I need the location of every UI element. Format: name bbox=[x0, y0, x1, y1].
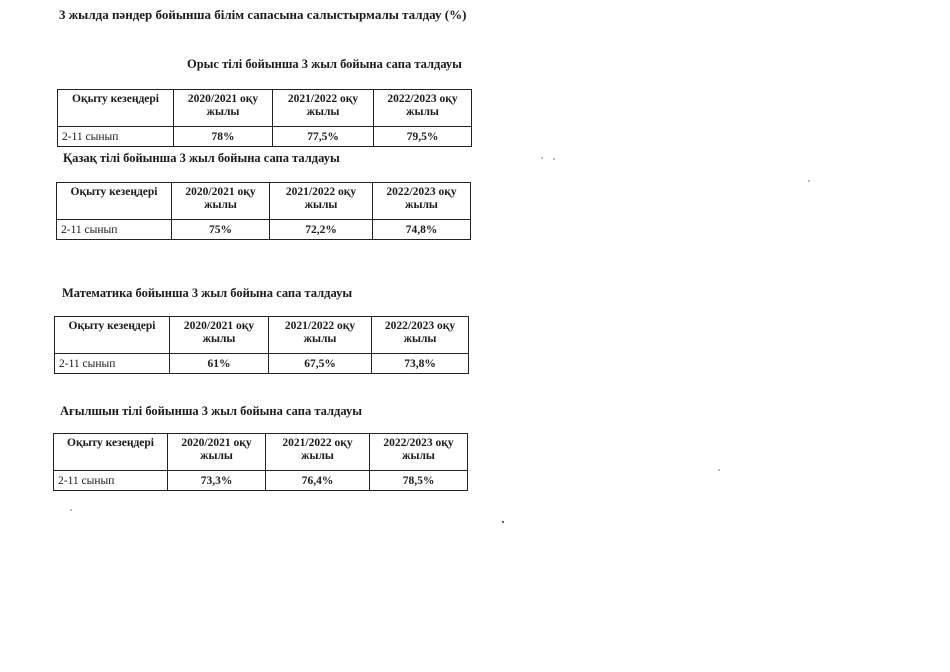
document-title: 3 жылда пәндер бойынша білім сапасына салыстырмалы талдау (%) bbox=[59, 7, 467, 22]
table-header-row bbox=[54, 434, 468, 471]
header-year-2022-2023: 2022/2023 оқу жылы bbox=[370, 434, 468, 471]
scan-speck bbox=[808, 180, 810, 182]
scan-speck bbox=[541, 157, 543, 159]
header-stage: Оқыту кезеңдері bbox=[58, 90, 174, 127]
header-year-2021-2022: 2021/2022 оқу жылы bbox=[273, 90, 374, 127]
header-year-2020-2021: 2020/2021 оқу жылы bbox=[174, 90, 273, 127]
value-2022-2023: 78,5% bbox=[370, 471, 468, 491]
header-year-2020-2021: 2020/2021 оқу жылы bbox=[170, 317, 269, 354]
table-header-row bbox=[55, 317, 469, 354]
table-math bbox=[54, 316, 469, 374]
section-title-english: Ағылшын тілі бойынша 3 жыл бойына сапа талдауы bbox=[60, 404, 362, 418]
row-label: 2-11 сынып bbox=[55, 354, 170, 374]
value-2020-2021: 61% bbox=[170, 354, 269, 374]
header-year-2021-2022: 2021/2022 оқу жылы bbox=[269, 317, 372, 354]
scan-speck bbox=[70, 509, 72, 511]
table-header-row bbox=[57, 183, 471, 220]
header-year-2022-2023: 2022/2023 оқу жылы bbox=[372, 317, 469, 354]
table-row bbox=[58, 127, 472, 147]
header-stage: Оқыту кезеңдері bbox=[57, 183, 172, 220]
value-2021-2022: 67,5% bbox=[269, 354, 372, 374]
header-stage: Оқыту кезеңдері bbox=[55, 317, 170, 354]
value-2021-2022: 76,4% bbox=[266, 471, 370, 491]
section-title-kazakh: Қазақ тілі бойынша 3 жыл бойына сапа талдауы bbox=[63, 151, 340, 165]
row-label: 2-11 сынып bbox=[54, 471, 168, 491]
value-2020-2021: 75% bbox=[172, 220, 270, 240]
row-label: 2-11 сынып bbox=[57, 220, 172, 240]
table-kazakh bbox=[56, 182, 471, 240]
value-2022-2023: 79,5% bbox=[374, 127, 472, 147]
header-stage: Оқыту кезеңдері bbox=[54, 434, 168, 471]
table-header-row bbox=[58, 90, 472, 127]
header-year-2020-2021: 2020/2021 оқу жылы bbox=[168, 434, 266, 471]
table-english bbox=[53, 433, 468, 491]
value-2021-2022: 72,2% bbox=[270, 220, 373, 240]
header-year-2022-2023: 2022/2023 оқу жылы bbox=[373, 183, 471, 220]
table-russian bbox=[57, 89, 472, 147]
header-year-2021-2022: 2021/2022 оқу жылы bbox=[270, 183, 373, 220]
scan-speck bbox=[553, 158, 555, 160]
table-row bbox=[54, 471, 468, 491]
scan-speck bbox=[718, 469, 720, 471]
value-2022-2023: 74,8% bbox=[373, 220, 471, 240]
header-year-2021-2022: 2021/2022 оқу жылы bbox=[266, 434, 370, 471]
scan-speck bbox=[502, 521, 504, 523]
value-2022-2023: 73,8% bbox=[372, 354, 469, 374]
table-row bbox=[55, 354, 469, 374]
section-title-math: Математика бойынша 3 жыл бойына сапа талдауы bbox=[62, 286, 353, 300]
value-2021-2022: 77,5% bbox=[273, 127, 374, 147]
row-label: 2-11 сынып bbox=[58, 127, 174, 147]
header-year-2020-2021: 2020/2021 оқу жылы bbox=[172, 183, 270, 220]
table-row bbox=[57, 220, 471, 240]
header-year-2022-2023: 2022/2023 оқу жылы bbox=[374, 90, 472, 127]
value-2020-2021: 78% bbox=[174, 127, 273, 147]
section-title-russian: Орыс тілі бойынша 3 жыл бойына сапа талдауы bbox=[187, 57, 462, 71]
value-2020-2021: 73,3% bbox=[168, 471, 266, 491]
